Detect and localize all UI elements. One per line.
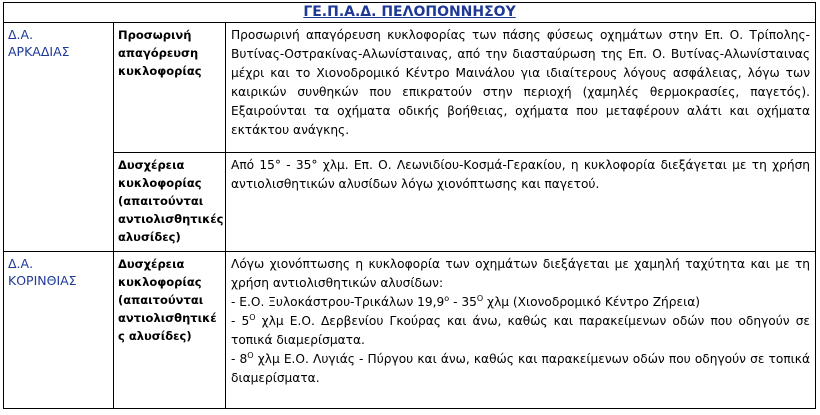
korinthia-difficulty-text bbox=[226, 252, 816, 409]
table-header: ΓΕ.Π.Α.Δ. ΠΕΛΟΠΟΝΝΗΣΟΥ bbox=[4, 3, 816, 23]
korinthia-item-3: - $8^O$ χλμ Ε.Ο. Λυγιάς - Πύργου και άνω, καθώς και παρακείμενων οδών που οδηγούν σε τοπικά διαμερίσματα. bbox=[231, 350, 811, 385]
korinthia-item-1: - Ε.Ο. Ξυλοκάστρου-Τρικάλων $19,9^o - 35^O$ χλμ (Χιονοδρομικό Κέντρο Ζήρεια) bbox=[231, 293, 701, 309]
dept-arkadia-line1: Δ.Α. bbox=[8, 27, 34, 42]
korinthia-item-2: - $5^O$ χλμ Ε.Ο. Δερβενίου Γκούρας και άνω, καθώς και παρακείμενων οδών που οδηγούν σε τοπικά διαμερίσματα. bbox=[231, 312, 811, 347]
dept-korinthia-line2: ΚΟΡΙΝΘΙΑΣ bbox=[8, 273, 77, 288]
arkadia-closure-text: Προσωρινή απαγόρευση κυκλοφορίας των πάσης φύσεως οχημάτων στην Επ. Ο. Τρίπολης-Βυτίνας-Οστρακίνας-Αλωνίσταινας, από την διασταύρωση της Επ. Ο. Βυτίνας-Αλωνίσταινας μέχρι και το Χιονοδρομικό Κέντρο Μαινάλου για ιδιαίτερους λόγους ασφάλειας, λόγω των καιρικών συνθηκών που επικρατούν στην περιοχή (χαμηλές θερμοκρασίες, παγετός). Εξαιρούνται τα οχήματα οδικής βοήθειας, οχήματα που μεταφέρουν αλάτι και οχήματα εκτάκτου ανάγκης. bbox=[226, 23, 816, 153]
arkadia-closure-type: Προσωρινή απαγόρευση κυκλοφορίας bbox=[114, 23, 226, 153]
dept-korinthia-line1: Δ.Α. bbox=[8, 256, 34, 271]
road-status-table bbox=[3, 2, 816, 409]
dept-korinthia bbox=[4, 252, 114, 409]
arkadia-difficulty-text: Από 15° - 35° χλμ. Επ. Ο. Λεωνιδίου-Κοσμά-Γερακίου, η κυκλοφορία διεξάγεται με τη χρήση αντιολισθητικών αλυσίδων λόγω χιονόπτωσης και παγετού. bbox=[226, 153, 816, 252]
korinthia-intro: Λόγω χιονόπτωσης η κυκλοφορία των οχημάτων διεξάγεται με χαμηλή ταχύτητα και με τη χρήση αντιολισθητικών αλυσίδων: bbox=[231, 257, 811, 290]
arkadia-difficulty-type: Δυσχέρεια κυκλοφορίας (απαιτούνται αντιολισθητικές αλυσίδες) bbox=[114, 153, 226, 252]
korinthia-difficulty-type: Δυσχέρεια κυκλοφορίας (απαιτούνται αντιολισθητικέ ς αλυσίδες) bbox=[114, 252, 226, 409]
dept-arkadia-line2: ΑΡΚΑΔΙΑΣ bbox=[8, 44, 70, 59]
dept-arkadia bbox=[4, 23, 114, 252]
